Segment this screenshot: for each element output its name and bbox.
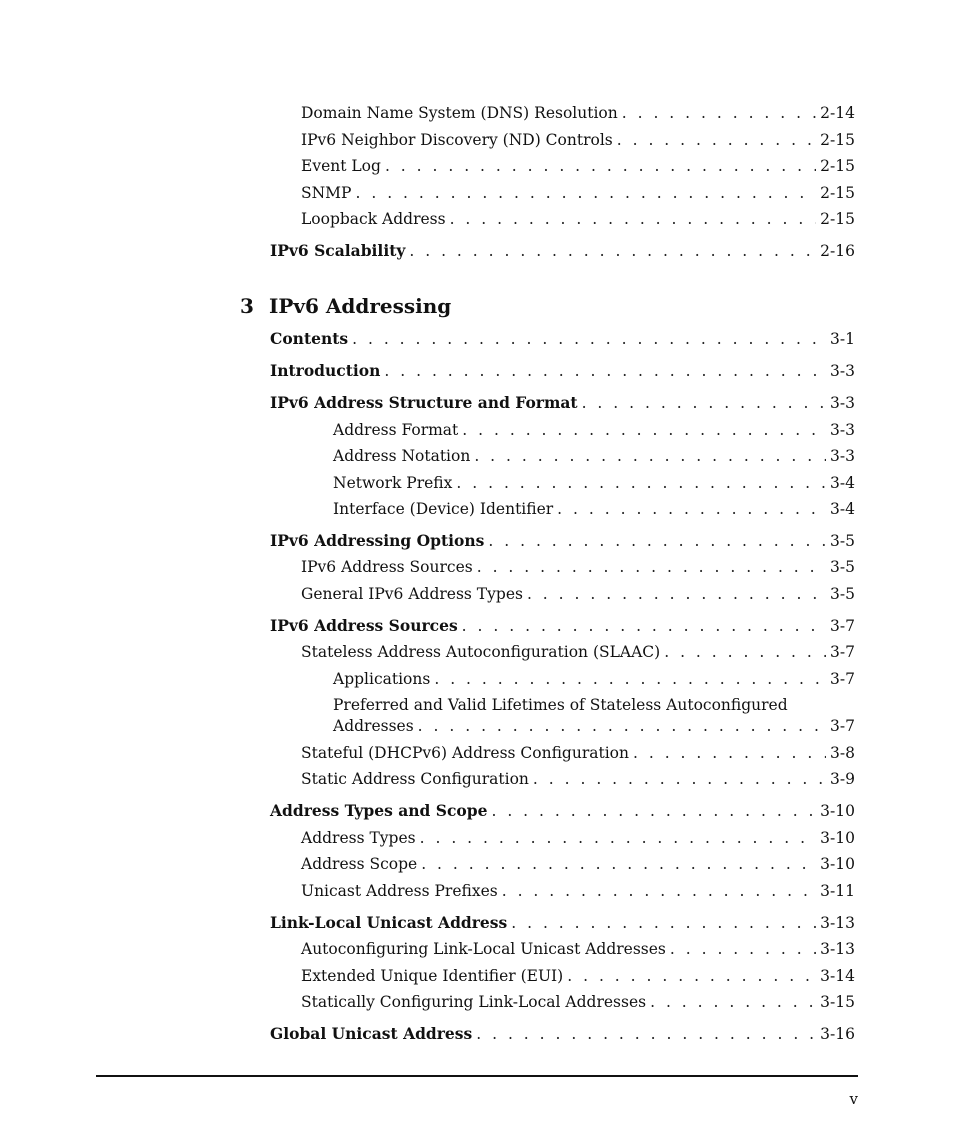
toc-entry[interactable] [301,103,855,123]
toc-entry-page: 3-3 [830,421,855,439]
dot-leader [491,801,816,821]
dot-leader [650,992,816,1012]
toc-entry-page: 3-16 [820,1025,855,1043]
toc-entry[interactable] [301,966,855,986]
toc-entry[interactable] [333,473,855,493]
dot-leader [567,966,816,986]
toc-entry-page: 3-1 [830,330,855,348]
dot-leader [352,329,826,349]
toc-entry-page: 3-8 [830,744,855,762]
toc-entry[interactable] [333,499,855,519]
toc-entry-title: Stateless Address Autoconfiguration (SLAAC) [301,643,661,661]
toc-entry-title: IPv6 Neighbor Discovery (ND) Controls [301,131,613,149]
toc-entry-title: Introduction [270,361,381,380]
toc-entry-title: Stateful (DHCPv6) Address Configuration [301,744,629,762]
toc-entry-page: 3-7 [830,670,855,688]
toc-entry-title: Event Log [301,157,381,175]
dot-leader [617,130,816,150]
toc-entry[interactable] [270,1024,855,1044]
toc-entry-title: Extended Unique Identifier (EUI) [301,967,564,985]
toc-entry-title: Global Unicast Address [270,1024,473,1043]
toc-entry-title: IPv6 Addressing Options [270,531,485,550]
toc-entry-page: 2-15 [820,131,855,149]
toc-entry-title-cont: Addresses [333,717,414,735]
toc-entry-page: 3-10 [820,802,855,820]
dot-leader [421,854,816,874]
toc-entry-title: Unicast Address Prefixes [301,882,498,900]
toc-entry-title: Statically Configuring Link-Local Addresses [301,993,647,1011]
dot-leader [664,642,826,662]
toc-entry[interactable] [270,531,855,551]
dot-leader [622,103,816,123]
toc-entry-title: IPv6 Address Structure and Format [270,393,578,412]
toc-entry-page: 3-4 [830,500,855,518]
dot-leader [511,913,816,933]
dot-leader [355,183,816,203]
toc-entry-title: Address Scope [301,855,418,873]
toc-entry-page: 3-13 [820,940,855,958]
toc-entry-page: 2-16 [820,242,855,260]
toc-entry[interactable] [301,156,855,176]
toc-entry[interactable] [301,557,855,577]
toc-entry-title: IPv6 Address Sources [301,558,473,576]
toc-entry-page: 2-15 [820,210,855,228]
dot-leader [477,557,826,577]
dot-leader [557,499,826,519]
toc-entry-title: IPv6 Scalability [270,241,406,260]
dot-leader [384,361,826,381]
toc-entry[interactable] [301,939,855,959]
toc-entry[interactable] [301,209,855,229]
toc-entry[interactable] [270,329,855,349]
dot-leader [474,446,826,466]
dot-leader [633,743,826,763]
toc-entry[interactable] [301,881,855,901]
toc-entry-title: Interface (Device) Identifier [333,500,554,518]
chapter-heading [240,294,451,318]
toc-entry-page: 2-15 [820,184,855,202]
footer-rule [96,1075,858,1077]
toc-entry-title: Link-Local Unicast Address [270,913,508,932]
toc-entry-title: IPv6 Address Sources [270,616,458,635]
toc-entry-page: 3-10 [820,829,855,847]
toc-entry-page: 3-13 [820,914,855,932]
toc-entry-page: 3-7 [830,617,855,635]
footer-page-number: v [849,1090,858,1108]
dot-leader [533,769,826,789]
toc-entry[interactable] [301,130,855,150]
dot-leader [527,584,826,604]
chapter-title: IPv6 Addressing [269,294,452,318]
toc-entry[interactable] [270,393,855,413]
toc-entry[interactable] [301,854,855,874]
toc-entry-page: 3-15 [820,993,855,1011]
toc-entry-title: General IPv6 Address Types [301,585,523,603]
toc-entry[interactable] [301,828,855,848]
toc-entry-title: Contents [270,329,349,348]
toc-entry[interactable] [301,743,855,763]
dot-leader [462,616,826,636]
toc-entry-title: Static Address Configuration [301,770,529,788]
dot-leader [582,393,826,413]
dot-leader [418,716,826,736]
toc-entry[interactable] [301,183,855,203]
toc-entry-page: 2-14 [820,104,855,122]
toc-entry-title: Autoconfiguring Link-Local Unicast Addresses [301,940,666,958]
dot-leader [434,669,826,689]
toc-entry-page: 3-11 [820,882,855,900]
chapter-number: 3 [240,294,254,318]
dot-leader [420,828,817,848]
toc-entry[interactable] [333,446,855,466]
toc-entry-title: Network Prefix [333,474,453,492]
toc-entry-page: 3-5 [830,558,855,576]
toc-entry[interactable] [270,361,855,381]
toc-entry[interactable] [270,241,855,261]
toc-entry-page: 3-4 [830,474,855,492]
toc-entry-page: 3-7 [830,643,855,661]
toc-entry-title: Address Format [333,421,459,439]
toc-entry-title: SNMP [301,184,352,202]
toc-entry-page: 2-15 [820,157,855,175]
dot-leader [456,473,826,493]
toc-entry-page: 3-3 [830,394,855,412]
dot-leader [488,531,826,551]
dot-leader [385,156,816,176]
toc-entry-title: Address Notation [333,447,471,465]
toc-entry-page: 3-5 [830,532,855,550]
toc-entry[interactable] [270,801,855,821]
dot-leader [502,881,816,901]
toc-entry-page: 3-5 [830,585,855,603]
toc-entry[interactable] [301,584,855,604]
toc-entry-page: 3-7 [830,717,855,735]
toc-entry[interactable] [301,992,855,1012]
toc-entry[interactable] [333,695,855,736]
toc-entry-title: Address Types and Scope [270,801,488,820]
toc-entry-page: 3-3 [830,362,855,380]
toc-entry[interactable] [301,769,855,789]
dot-leader [670,939,816,959]
toc-entry-page: 3-14 [820,967,855,985]
toc-entry[interactable] [333,669,855,689]
toc-entry-title: Address Types [301,829,416,847]
toc-entry-title: Loopback Address [301,210,446,228]
toc-entry[interactable] [270,913,855,933]
dot-leader [409,241,816,261]
dot-leader [450,209,817,229]
toc-entry-title: Domain Name System (DNS) Resolution [301,104,618,122]
toc-entry-page: 3-10 [820,855,855,873]
toc-entry-page: 3-9 [830,770,855,788]
dot-leader [462,420,826,440]
toc-entry-title: Applications [333,670,431,688]
toc-entry[interactable] [301,642,855,662]
toc-entry-page: 3-3 [830,447,855,465]
dot-leader [476,1024,816,1044]
toc-entry[interactable] [333,420,855,440]
toc-entry[interactable] [270,616,855,636]
toc-entry-title: Preferred and Valid Lifetimes of Stateless Autoconfigured [333,696,788,714]
